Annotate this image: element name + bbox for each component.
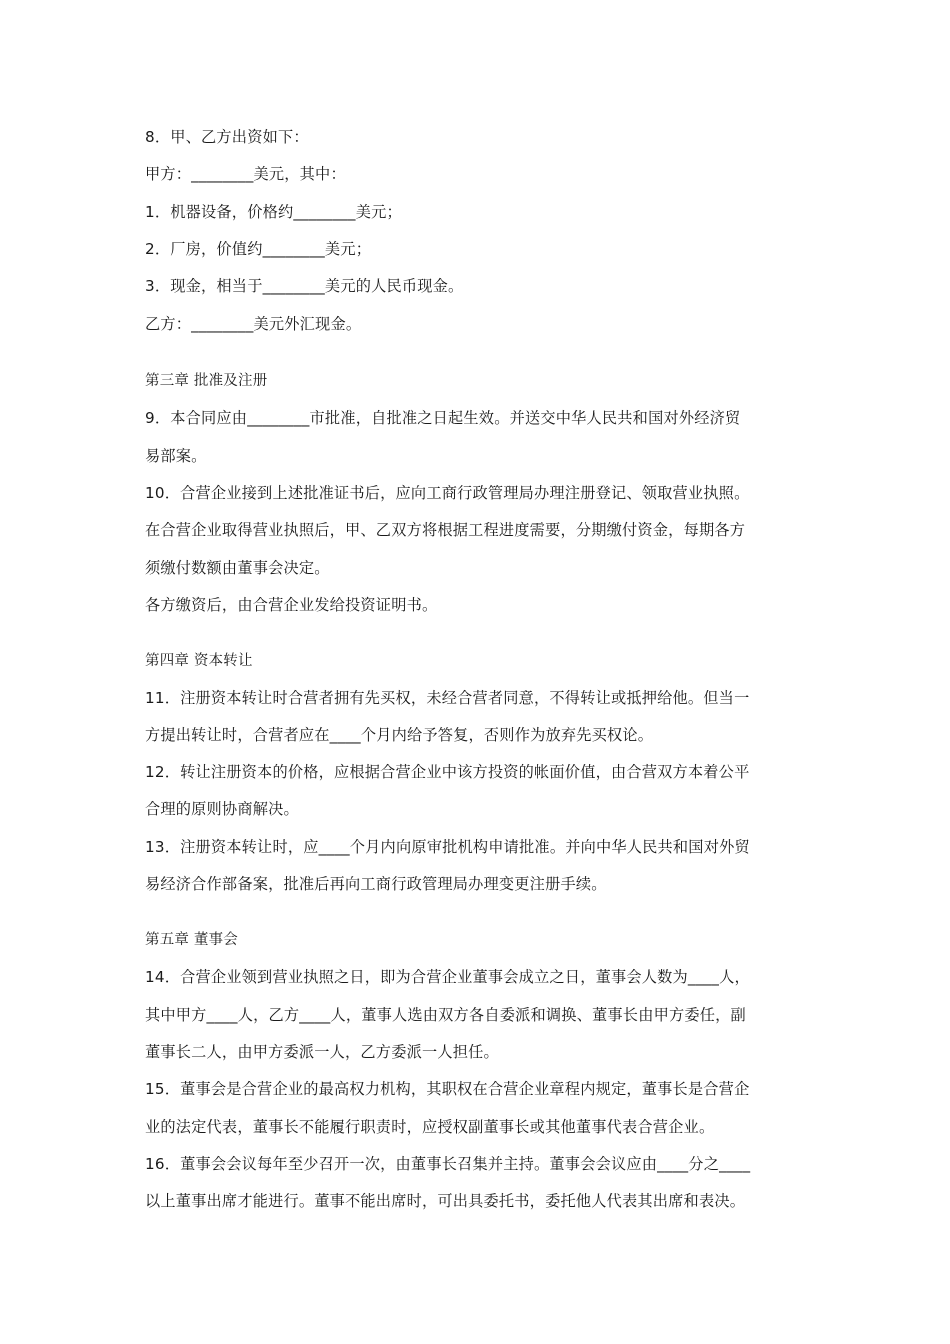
- clause-8-title: 8．甲、乙方出资如下：: [145, 128, 309, 146]
- clause-15-line-1: 15．董事会是合营企业的最高权力机构，其职权在合营企业章程内规定，董事长是合营企: [145, 1080, 750, 1098]
- clause-14-line-3: 董事长二人，由甲方委派一人，乙方委派一人担任。: [145, 1043, 499, 1061]
- clause-9-line-1: 9．本合同应由________市批准，自批准之日起生效。并送交中华人民共和国对外经济贸: [145, 409, 741, 427]
- clause-15-line-2: 业的法定代表，董事长不能履行职责时，应授权副董事长或其他董事代表合营企业。: [145, 1118, 715, 1136]
- clause-10-line-4: 各方缴资后，由合营企业发给投资证明书。: [145, 596, 438, 614]
- clause-11-line-1: 11．注册资本转让时合营者拥有先买权，未经合营者同意，不得转让或抵押给他。但当一: [145, 689, 750, 707]
- clause-10-line-3: 须缴付数额由董事会决定。: [145, 559, 330, 577]
- clause-13-line-2: 易经济合作部备案，批准后再向工商行政管理局办理变更注册手续。: [145, 875, 607, 893]
- party-b-contribution: 乙方：________美元外汇现金。: [145, 315, 362, 333]
- clause-10-line-1: 10．合营企业接到上述批准证书后，应向工商行政管理局办理注册登记、领取营业执照。: [145, 484, 750, 502]
- clause-12-line-1: 12．转让注册资本的价格，应根据合营企业中该方投资的帐面价值，由合营双方本着公平: [145, 763, 750, 781]
- clause-12-line-2: 合理的原则协商解决。: [145, 800, 299, 818]
- clause-14-line-2: 其中甲方____人，乙方____人，董事人选由双方各自委派和调换、董事长由甲方委任，副: [145, 1006, 746, 1024]
- clause-16-line-2: 以上董事出席才能进行。董事不能出席时，可出具委托书，委托他人代表其出席和表决。: [145, 1192, 746, 1210]
- clause-14-line-1: 14．合营企业领到营业执照之日，即为合营企业董事会成立之日，董事会人数为____人，: [145, 968, 750, 986]
- clause-11-line-2: 方提出转让时，合营者应在____个月内给予答复，否则作为放弃先买权论。: [145, 726, 654, 744]
- chapter-3-heading: 第三章 批准及注册: [145, 373, 268, 389]
- clause-10-line-2: 在合营企业取得营业执照后，甲、乙双方将根据工程进度需要，分期缴付资金，每期各方: [145, 521, 746, 539]
- chapter-4-heading: 第四章 资本转让: [145, 653, 253, 669]
- item-machinery: 1．机器设备，价格约________美元；: [145, 203, 402, 221]
- clause-13-line-1: 13．注册资本转让时，应____个月内向原审批机构申请批准。并向中华人民共和国对外贸: [145, 838, 750, 856]
- item-cash: 3．现金，相当于________美元的人民币现金。: [145, 277, 464, 295]
- clause-16-line-1: 16．董事会会议每年至少召开一次，由董事长召集并主持。董事会会议应由____分之____: [145, 1155, 751, 1173]
- chapter-5-heading: 第五章 董事会: [145, 932, 239, 948]
- item-factory: 2．厂房，价值约________美元；: [145, 240, 372, 258]
- party-a-contribution: 甲方：________美元，其中：: [145, 165, 346, 183]
- clause-9-line-2: 易部案。: [145, 447, 207, 465]
